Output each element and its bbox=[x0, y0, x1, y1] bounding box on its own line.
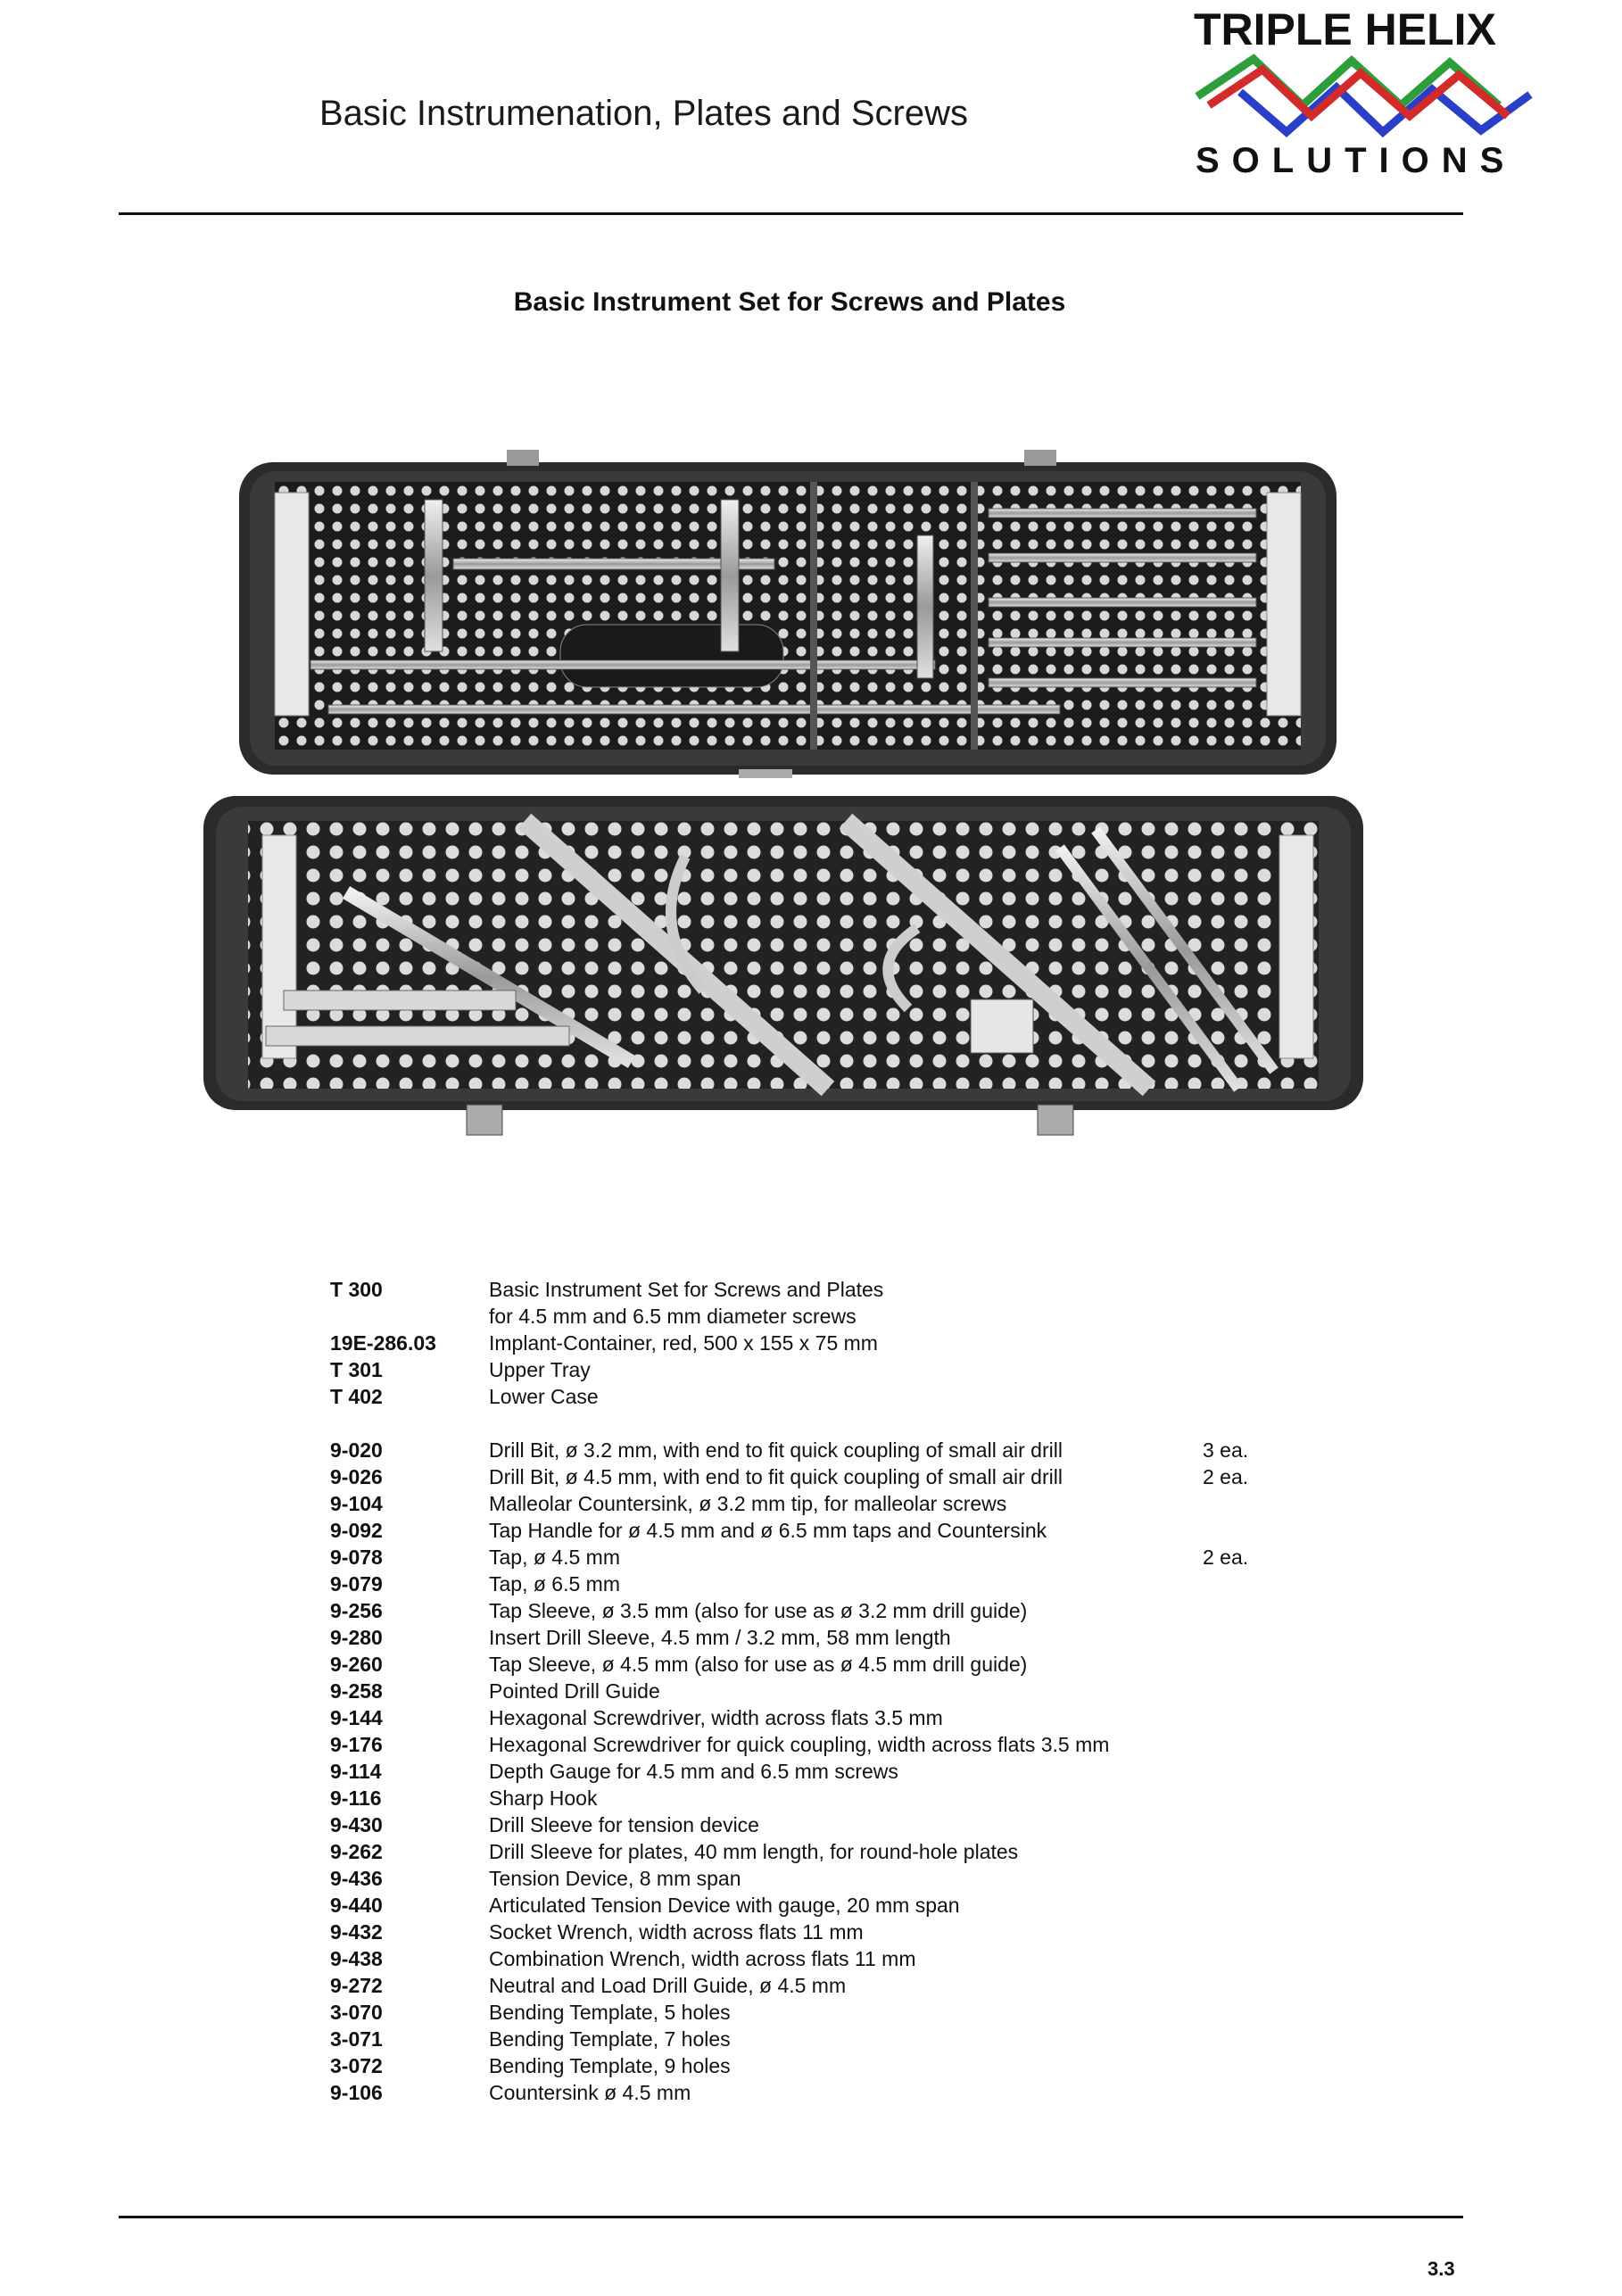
list-item: 9-258 Pointed Drill Guide bbox=[330, 1679, 660, 1703]
list-item: T 301 Upper Tray bbox=[330, 1358, 591, 1381]
list-spacer bbox=[330, 1410, 1312, 1437]
parts-list bbox=[330, 1276, 1312, 2106]
section-title: Basic Instrument Set for Screws and Plates bbox=[513, 287, 1066, 317]
list-item: 9-430 Drill Sleeve for tension device bbox=[330, 1813, 759, 1836]
list-item: 9-260 Tap Sleeve, ø 4.5 mm (also for use as ø 4.5 mm drill guide) bbox=[330, 1653, 1028, 1676]
list-item: 9-114 Depth Gauge for 4.5 mm and 6.5 mm screws bbox=[330, 1760, 898, 1783]
list-item: 3-071 Bending Template, 7 holes bbox=[330, 2027, 731, 2051]
page-header-title: Basic Instrumenation, Plates and Screws bbox=[319, 94, 969, 133]
list-item: for 4.5 mm and 6.5 mm diameter screws bbox=[489, 1305, 857, 1328]
list-item: 9-116 Sharp Hook bbox=[330, 1786, 598, 1810]
list-item: 9-104 Malleolar Countersink, ø 3.2 mm tip, for malleolar screws bbox=[330, 1492, 1007, 1515]
list-item: 3-072 Bending Template, 9 holes bbox=[330, 2054, 731, 2077]
list-item: 9-078 Tap, ø 4.5 mm 2 ea. bbox=[330, 1546, 1249, 1569]
list-item: 9-079 Tap, ø 6.5 mm bbox=[330, 1572, 620, 1596]
list-item: 9-280 Insert Drill Sleeve, 4.5 mm / 3.2 mm, 58 mm length bbox=[330, 1626, 951, 1649]
list-item: 9-092 Tap Handle for ø 4.5 mm and ø 6.5 mm taps and Countersink bbox=[330, 1519, 1047, 1542]
instrument-case-photo bbox=[186, 446, 1381, 1160]
list-item: 9-256 Tap Sleeve, ø 3.5 mm (also for use as ø 3.2 mm drill guide) bbox=[330, 1599, 1028, 1622]
list-item: 9-440 Articulated Tension Device with gauge, 20 mm span bbox=[330, 1894, 960, 1917]
list-item: 3-070 Bending Template, 5 holes bbox=[330, 2001, 731, 2024]
logo-text-bottom: SOLUTIONS bbox=[1196, 141, 1517, 180]
list-item: T 300 Basic Instrument Set for Screws and Plates bbox=[330, 1278, 884, 1301]
logo-text-top: TRIPLE HELIX bbox=[1194, 4, 1496, 54]
list-item: 9-438 Combination Wrench, width across flats 11 mm bbox=[330, 1947, 916, 1970]
list-item: 9-272 Neutral and Load Drill Guide, ø 4.5 mm bbox=[330, 1974, 847, 1997]
list-item: T 402 Lower Case bbox=[330, 1385, 599, 1408]
helix-icon bbox=[1187, 52, 1543, 141]
brand-logo bbox=[1187, 0, 1543, 196]
list-item: 9-026 Drill Bit, ø 4.5 mm, with end to fit quick coupling of small air drill 2 ea. bbox=[330, 1465, 1249, 1488]
list-item: 9-436 Tension Device, 8 mm span bbox=[330, 1867, 741, 1890]
page-number: 3.3 bbox=[1428, 2258, 1455, 2280]
list-item: 9-106 Countersink ø 4.5 mm bbox=[330, 2081, 691, 2104]
instruments-group bbox=[330, 1437, 1312, 2106]
list-item: 9-262 Drill Sleeve for plates, 40 mm length, for round-hole plates bbox=[330, 1840, 1019, 1863]
list-item: 19E-286.03 Implant-Container, red, 500 x 155 x 75 mm bbox=[330, 1331, 878, 1355]
footer-rule bbox=[119, 2216, 1463, 2218]
list-item: 9-432 Socket Wrench, width across flats 11 mm bbox=[330, 1920, 864, 1944]
header-rule bbox=[119, 212, 1463, 215]
list-item: 9-176 Hexagonal Screwdriver for quick coupling, width across flats 3.5 mm bbox=[330, 1733, 1110, 1756]
set-items-group bbox=[330, 1276, 1312, 1410]
list-item: 9-144 Hexagonal Screwdriver, width across flats 3.5 mm bbox=[330, 1706, 943, 1729]
list-item: 9-020 Drill Bit, ø 3.2 mm, with end to fit quick coupling of small air drill 3 ea. bbox=[330, 1438, 1249, 1462]
